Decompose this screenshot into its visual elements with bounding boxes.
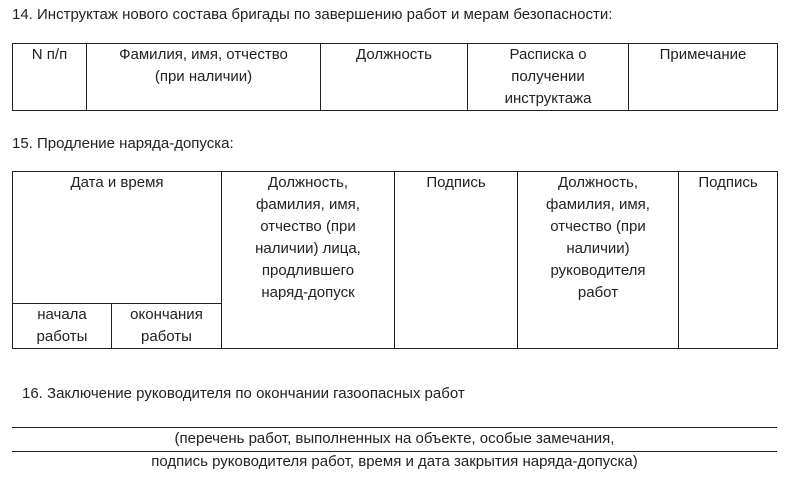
col-end: окончания работы [112, 304, 222, 349]
section-14-heading: 14. Инструктаж нового состава бригады по завершению работ и мерам безопасности: [12, 6, 613, 23]
extension-header-row [13, 172, 778, 304]
col-full-name: Фамилия, имя, отчество (при наличии) [87, 44, 321, 111]
section-16-heading: 16. Заключение руководителя по окончании газоопасных работ [22, 385, 465, 402]
briefing-header-row [13, 44, 778, 111]
col-extender: Должность, фамилия, имя, отчество (при наличии) лица, продлившего наряд-допуск [222, 172, 395, 349]
col-start: начала работы [13, 304, 112, 349]
col-date-time: Дата и время [13, 172, 222, 304]
col-number: N п/п [13, 44, 87, 111]
col-leader: Должность, фамилия, имя, отчество (при наличии) руководителя работ [518, 172, 679, 349]
col-receipt: Расписка о получении инструктажа [468, 44, 629, 111]
conclusion-caption-2: подпись руководителя работ, время и дата закрытия наряда-допуска) [151, 453, 638, 470]
col-position: Должность [321, 44, 468, 111]
col-signature-2: Подпись [679, 172, 778, 349]
extension-table [12, 171, 778, 349]
section-15-heading: 15. Продление наряда-допуска: [12, 135, 234, 152]
briefing-table [12, 43, 778, 111]
col-note: Примечание [629, 44, 778, 111]
col-signature-1: Подпись [395, 172, 518, 349]
conclusion-caption-1: (перечень работ, выполненных на объекте, особые замечания, [174, 430, 615, 447]
